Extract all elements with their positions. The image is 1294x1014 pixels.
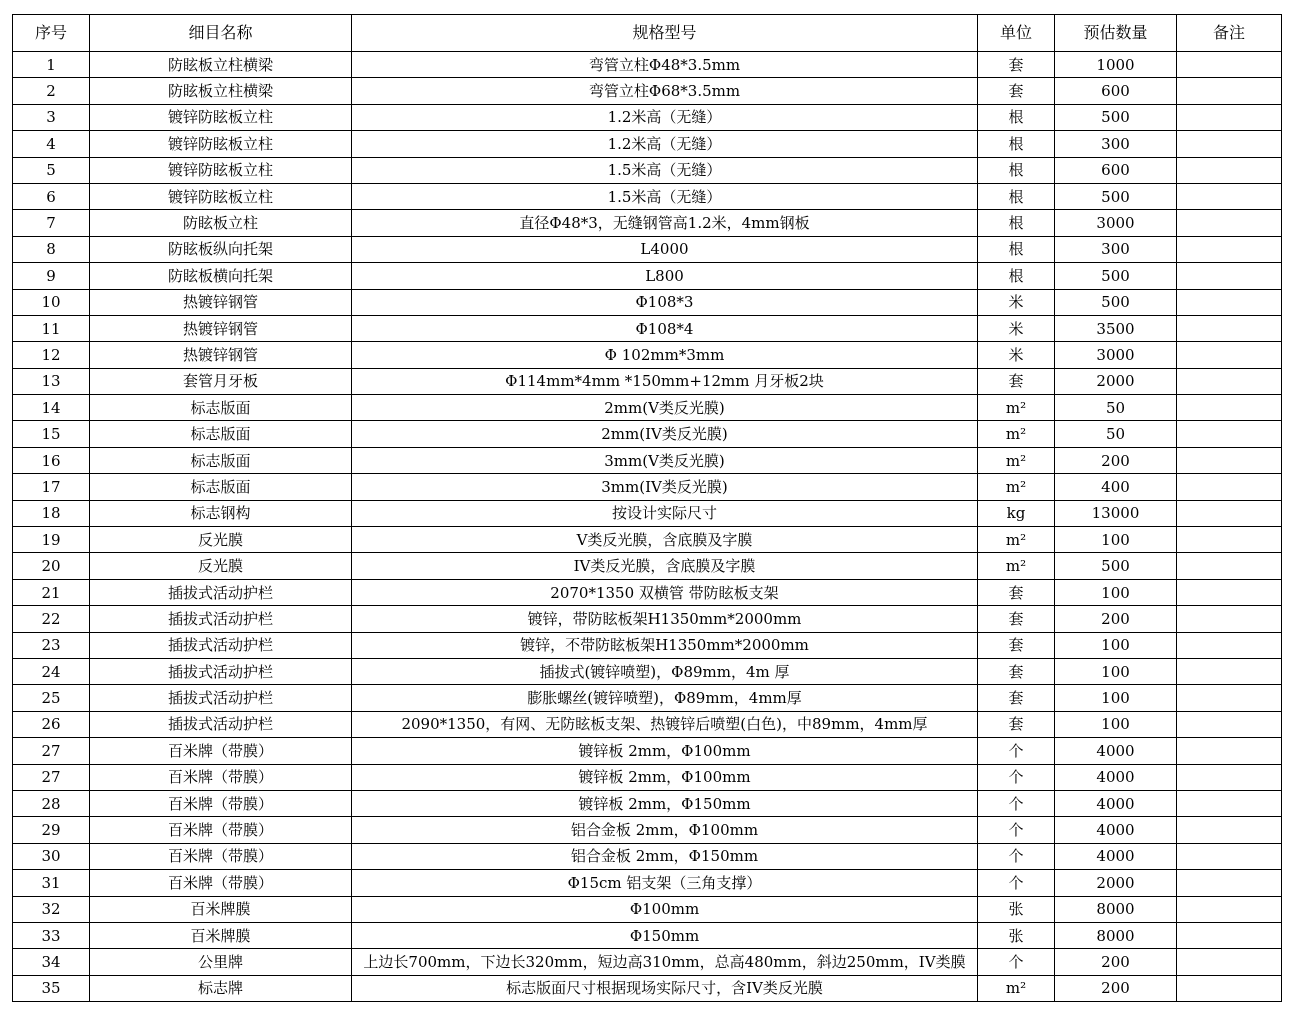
cell-unit: 张	[978, 922, 1055, 948]
cell-remark	[1177, 263, 1282, 289]
table-row	[13, 263, 1282, 289]
cell-unit: 根	[978, 104, 1055, 130]
cell-quantity: 4000	[1055, 790, 1177, 816]
cell-unit: 套	[978, 606, 1055, 632]
cell-unit: 套	[978, 658, 1055, 684]
header-unit: 单位	[978, 15, 1055, 52]
table-row	[13, 183, 1282, 209]
cell-remark	[1177, 395, 1282, 421]
cell-item-name: 防眩板纵向托架	[90, 236, 352, 262]
cell-item-name: 百米牌（带膜）	[90, 738, 352, 764]
cell-quantity: 3000	[1055, 342, 1177, 368]
cell-unit: 张	[978, 896, 1055, 922]
cell-no: 11	[13, 315, 90, 341]
cell-no: 27	[13, 738, 90, 764]
cell-spec: 直径Φ48*3，无缝钢管高1.2米，4mm钢板	[352, 210, 978, 236]
cell-spec: Φ150mm	[352, 922, 978, 948]
cell-item-name: 插拔式活动护栏	[90, 632, 352, 658]
cell-quantity: 2000	[1055, 870, 1177, 896]
cell-spec: 2mm(IV类反光膜)	[352, 421, 978, 447]
cell-item-name: 标志牌	[90, 975, 352, 1001]
cell-spec: 镀锌，带防眩板架H1350mm*2000mm	[352, 606, 978, 632]
cell-no: 3	[13, 104, 90, 130]
cell-item-name: 镀锌防眩板立柱	[90, 183, 352, 209]
cell-remark	[1177, 711, 1282, 737]
cell-item-name: 标志版面	[90, 421, 352, 447]
cell-item-name: 标志版面	[90, 447, 352, 473]
cell-item-name: 百米牌（带膜）	[90, 843, 352, 869]
cell-remark	[1177, 52, 1282, 78]
cell-quantity: 500	[1055, 553, 1177, 579]
cell-item-name: 插拔式活动护栏	[90, 685, 352, 711]
cell-item-name: 标志版面	[90, 395, 352, 421]
table-row	[13, 210, 1282, 236]
cell-item-name: 标志版面	[90, 474, 352, 500]
cell-no: 22	[13, 606, 90, 632]
cell-no: 20	[13, 553, 90, 579]
cell-quantity: 500	[1055, 289, 1177, 315]
table-row	[13, 579, 1282, 605]
cell-quantity: 100	[1055, 711, 1177, 737]
cell-no: 28	[13, 790, 90, 816]
cell-remark	[1177, 447, 1282, 473]
cell-item-name: 反光膜	[90, 527, 352, 553]
cell-no: 27	[13, 764, 90, 790]
cell-no: 33	[13, 922, 90, 948]
header-spec: 规格型号	[352, 15, 978, 52]
cell-item-name: 防眩板立柱横梁	[90, 52, 352, 78]
cell-spec: 2090*1350，有网、无防眩板支架、热镀锌后喷塑(白色)，中89mm，4mm厚	[352, 711, 978, 737]
cell-spec: 铝合金板 2mm，Φ150mm	[352, 843, 978, 869]
cell-spec: 镀锌板 2mm，Φ100mm	[352, 764, 978, 790]
cell-remark	[1177, 236, 1282, 262]
cell-remark	[1177, 131, 1282, 157]
cell-no: 34	[13, 949, 90, 975]
cell-remark	[1177, 632, 1282, 658]
cell-unit: 套	[978, 368, 1055, 394]
cell-remark	[1177, 764, 1282, 790]
cell-remark	[1177, 210, 1282, 236]
cell-unit: 个	[978, 870, 1055, 896]
cell-remark	[1177, 474, 1282, 500]
cell-remark	[1177, 421, 1282, 447]
cell-quantity: 300	[1055, 131, 1177, 157]
cell-no: 19	[13, 527, 90, 553]
cell-spec: Φ15cm 铝支架（三角支撑）	[352, 870, 978, 896]
cell-unit: 根	[978, 236, 1055, 262]
table-row	[13, 922, 1282, 948]
cell-quantity: 600	[1055, 157, 1177, 183]
cell-item-name: 热镀锌钢管	[90, 342, 352, 368]
cell-quantity: 3000	[1055, 210, 1177, 236]
cell-no: 10	[13, 289, 90, 315]
cell-spec: 镀锌板 2mm，Φ100mm	[352, 738, 978, 764]
cell-quantity: 100	[1055, 527, 1177, 553]
cell-remark	[1177, 78, 1282, 104]
table-row	[13, 949, 1282, 975]
table-row	[13, 368, 1282, 394]
cell-no: 17	[13, 474, 90, 500]
table-header	[13, 15, 1282, 52]
cell-quantity: 2000	[1055, 368, 1177, 394]
cell-no: 14	[13, 395, 90, 421]
cell-unit: 套	[978, 632, 1055, 658]
cell-no: 24	[13, 658, 90, 684]
header-quantity: 预估数量	[1055, 15, 1177, 52]
cell-quantity: 3500	[1055, 315, 1177, 341]
cell-quantity: 4000	[1055, 764, 1177, 790]
cell-unit: m²	[978, 553, 1055, 579]
cell-quantity: 100	[1055, 685, 1177, 711]
cell-remark	[1177, 658, 1282, 684]
cell-quantity: 4000	[1055, 817, 1177, 843]
cell-spec: 上边长700mm，下边长320mm，短边高310mm，总高480mm，斜边250mm，IV类膜	[352, 949, 978, 975]
cell-no: 12	[13, 342, 90, 368]
cell-spec: 2mm(V类反光膜)	[352, 395, 978, 421]
cell-spec: 1.2米高（无缝）	[352, 131, 978, 157]
cell-quantity: 8000	[1055, 896, 1177, 922]
cell-spec: 镀锌，不带防眩板架H1350mm*2000mm	[352, 632, 978, 658]
cell-quantity: 4000	[1055, 738, 1177, 764]
cell-quantity: 100	[1055, 579, 1177, 605]
table-row	[13, 78, 1282, 104]
cell-unit: m²	[978, 447, 1055, 473]
table-row	[13, 236, 1282, 262]
cell-spec: 膨胀螺丝(镀锌喷塑)，Φ89mm，4mm厚	[352, 685, 978, 711]
cell-remark	[1177, 342, 1282, 368]
cell-spec: 3mm(V类反光膜)	[352, 447, 978, 473]
cell-unit: 根	[978, 183, 1055, 209]
cell-quantity: 8000	[1055, 922, 1177, 948]
cell-unit: 套	[978, 78, 1055, 104]
cell-item-name: 插拔式活动护栏	[90, 658, 352, 684]
cell-no: 26	[13, 711, 90, 737]
cell-item-name: 插拔式活动护栏	[90, 579, 352, 605]
cell-spec: Φ114mm*4mm *150mm+12mm 月牙板2块	[352, 368, 978, 394]
table-row	[13, 527, 1282, 553]
table-row	[13, 870, 1282, 896]
cell-no: 8	[13, 236, 90, 262]
table-row	[13, 553, 1282, 579]
cell-no: 32	[13, 896, 90, 922]
cell-unit: 套	[978, 52, 1055, 78]
cell-unit: 个	[978, 738, 1055, 764]
cell-no: 13	[13, 368, 90, 394]
cell-unit: kg	[978, 500, 1055, 526]
cell-remark	[1177, 500, 1282, 526]
cell-item-name: 热镀锌钢管	[90, 315, 352, 341]
cell-remark	[1177, 870, 1282, 896]
cell-no: 9	[13, 263, 90, 289]
cell-spec: 1.5米高（无缝）	[352, 183, 978, 209]
cell-spec: Φ108*4	[352, 315, 978, 341]
cell-quantity: 300	[1055, 236, 1177, 262]
table-row	[13, 606, 1282, 632]
table-row	[13, 896, 1282, 922]
cell-item-name: 百米牌（带膜）	[90, 870, 352, 896]
cell-remark	[1177, 949, 1282, 975]
cell-item-name: 防眩板立柱横梁	[90, 78, 352, 104]
cell-quantity: 13000	[1055, 500, 1177, 526]
cell-item-name: 百米牌膜	[90, 896, 352, 922]
cell-unit: m²	[978, 975, 1055, 1001]
cell-no: 15	[13, 421, 90, 447]
cell-spec: 弯管立柱Φ48*3.5mm	[352, 52, 978, 78]
cell-unit: 套	[978, 711, 1055, 737]
cell-no: 5	[13, 157, 90, 183]
cell-spec: 1.5米高（无缝）	[352, 157, 978, 183]
cell-remark	[1177, 104, 1282, 130]
cell-no: 1	[13, 52, 90, 78]
cell-spec: 按设计实际尺寸	[352, 500, 978, 526]
cell-quantity: 1000	[1055, 52, 1177, 78]
cell-unit: 根	[978, 210, 1055, 236]
cell-item-name: 防眩板横向托架	[90, 263, 352, 289]
cell-item-name: 百米牌（带膜）	[90, 817, 352, 843]
cell-no: 25	[13, 685, 90, 711]
header-item-name: 细目名称	[90, 15, 352, 52]
header-remark: 备注	[1177, 15, 1282, 52]
cell-spec: IV类反光膜，含底膜及字膜	[352, 553, 978, 579]
cell-no: 35	[13, 975, 90, 1001]
cell-quantity: 100	[1055, 632, 1177, 658]
cell-spec: 3mm(IV类反光膜)	[352, 474, 978, 500]
cell-remark	[1177, 527, 1282, 553]
cell-item-name: 百米牌膜	[90, 922, 352, 948]
cell-remark	[1177, 843, 1282, 869]
cell-remark	[1177, 579, 1282, 605]
cell-item-name: 标志钢构	[90, 500, 352, 526]
table-row	[13, 658, 1282, 684]
cell-quantity: 100	[1055, 658, 1177, 684]
cell-unit: 个	[978, 843, 1055, 869]
cell-item-name: 插拔式活动护栏	[90, 606, 352, 632]
table-row	[13, 711, 1282, 737]
cell-item-name: 防眩板立柱	[90, 210, 352, 236]
table-row	[13, 685, 1282, 711]
cell-unit: m²	[978, 395, 1055, 421]
cell-remark	[1177, 922, 1282, 948]
header-row	[13, 15, 1282, 52]
cell-spec: L800	[352, 263, 978, 289]
table-row	[13, 52, 1282, 78]
cell-quantity: 500	[1055, 183, 1177, 209]
cell-unit: 根	[978, 157, 1055, 183]
cell-quantity: 400	[1055, 474, 1177, 500]
cell-no: 18	[13, 500, 90, 526]
cell-unit: 根	[978, 263, 1055, 289]
cell-remark	[1177, 738, 1282, 764]
cell-item-name: 百米牌（带膜）	[90, 764, 352, 790]
cell-spec: Φ 102mm*3mm	[352, 342, 978, 368]
cell-unit: 套	[978, 685, 1055, 711]
table-row	[13, 975, 1282, 1001]
cell-item-name: 镀锌防眩板立柱	[90, 131, 352, 157]
cell-item-name: 公里牌	[90, 949, 352, 975]
table-row	[13, 342, 1282, 368]
cell-item-name: 套管月牙板	[90, 368, 352, 394]
cell-spec: L4000	[352, 236, 978, 262]
cell-quantity: 500	[1055, 104, 1177, 130]
cell-remark	[1177, 368, 1282, 394]
cell-unit: 个	[978, 817, 1055, 843]
cell-remark	[1177, 975, 1282, 1001]
table-row	[13, 315, 1282, 341]
cell-quantity: 200	[1055, 447, 1177, 473]
table-row	[13, 790, 1282, 816]
table-row	[13, 157, 1282, 183]
cell-no: 4	[13, 131, 90, 157]
cell-quantity: 4000	[1055, 843, 1177, 869]
cell-quantity: 200	[1055, 975, 1177, 1001]
cell-spec: 铝合金板 2mm，Φ100mm	[352, 817, 978, 843]
cell-spec: Φ108*3	[352, 289, 978, 315]
cell-no: 21	[13, 579, 90, 605]
table-row	[13, 500, 1282, 526]
cell-remark	[1177, 606, 1282, 632]
cell-spec: 镀锌板 2mm，Φ150mm	[352, 790, 978, 816]
cell-unit: m²	[978, 421, 1055, 447]
cell-item-name: 百米牌（带膜）	[90, 790, 352, 816]
cell-unit: 个	[978, 764, 1055, 790]
cell-unit: 个	[978, 949, 1055, 975]
cell-spec: 标志版面尺寸根据现场实际尺寸，含IV类反光膜	[352, 975, 978, 1001]
cell-remark	[1177, 896, 1282, 922]
cell-quantity: 50	[1055, 421, 1177, 447]
cell-item-name: 反光膜	[90, 553, 352, 579]
header-no: 序号	[13, 15, 90, 52]
cell-remark	[1177, 157, 1282, 183]
cell-spec: 插拔式(镀锌喷塑)，Φ89mm，4m 厚	[352, 658, 978, 684]
cell-remark	[1177, 289, 1282, 315]
cell-unit: m²	[978, 527, 1055, 553]
cell-unit: 米	[978, 342, 1055, 368]
cell-unit: 米	[978, 315, 1055, 341]
cell-item-name: 镀锌防眩板立柱	[90, 104, 352, 130]
table-body	[13, 52, 1282, 1002]
cell-unit: 套	[978, 579, 1055, 605]
table-row	[13, 104, 1282, 130]
table-row	[13, 843, 1282, 869]
cell-quantity: 600	[1055, 78, 1177, 104]
cell-no: 16	[13, 447, 90, 473]
cell-unit: 米	[978, 289, 1055, 315]
cell-quantity: 50	[1055, 395, 1177, 421]
cell-remark	[1177, 817, 1282, 843]
cell-remark	[1177, 183, 1282, 209]
cell-spec: 弯管立柱Φ68*3.5mm	[352, 78, 978, 104]
cell-remark	[1177, 790, 1282, 816]
cell-no: 2	[13, 78, 90, 104]
cell-no: 31	[13, 870, 90, 896]
table-row	[13, 632, 1282, 658]
cell-no: 7	[13, 210, 90, 236]
cell-unit: m²	[978, 474, 1055, 500]
cell-no: 29	[13, 817, 90, 843]
cell-no: 30	[13, 843, 90, 869]
cell-spec: 1.2米高（无缝）	[352, 104, 978, 130]
cell-spec: 2070*1350 双横管 带防眩板支架	[352, 579, 978, 605]
cell-no: 23	[13, 632, 90, 658]
cell-item-name: 热镀锌钢管	[90, 289, 352, 315]
cell-no: 6	[13, 183, 90, 209]
material-table	[12, 14, 1282, 1002]
table-row	[13, 764, 1282, 790]
table-row	[13, 447, 1282, 473]
cell-item-name: 镀锌防眩板立柱	[90, 157, 352, 183]
cell-quantity: 200	[1055, 606, 1177, 632]
cell-item-name: 插拔式活动护栏	[90, 711, 352, 737]
table-row	[13, 738, 1282, 764]
table-row	[13, 817, 1282, 843]
cell-remark	[1177, 685, 1282, 711]
table-row	[13, 395, 1282, 421]
cell-quantity: 500	[1055, 263, 1177, 289]
cell-unit: 根	[978, 131, 1055, 157]
cell-spec: Φ100mm	[352, 896, 978, 922]
table-row	[13, 421, 1282, 447]
table-row	[13, 131, 1282, 157]
cell-remark	[1177, 553, 1282, 579]
cell-remark	[1177, 315, 1282, 341]
table-row	[13, 289, 1282, 315]
cell-quantity: 200	[1055, 949, 1177, 975]
cell-unit: 个	[978, 790, 1055, 816]
table-row	[13, 474, 1282, 500]
cell-spec: V类反光膜，含底膜及字膜	[352, 527, 978, 553]
